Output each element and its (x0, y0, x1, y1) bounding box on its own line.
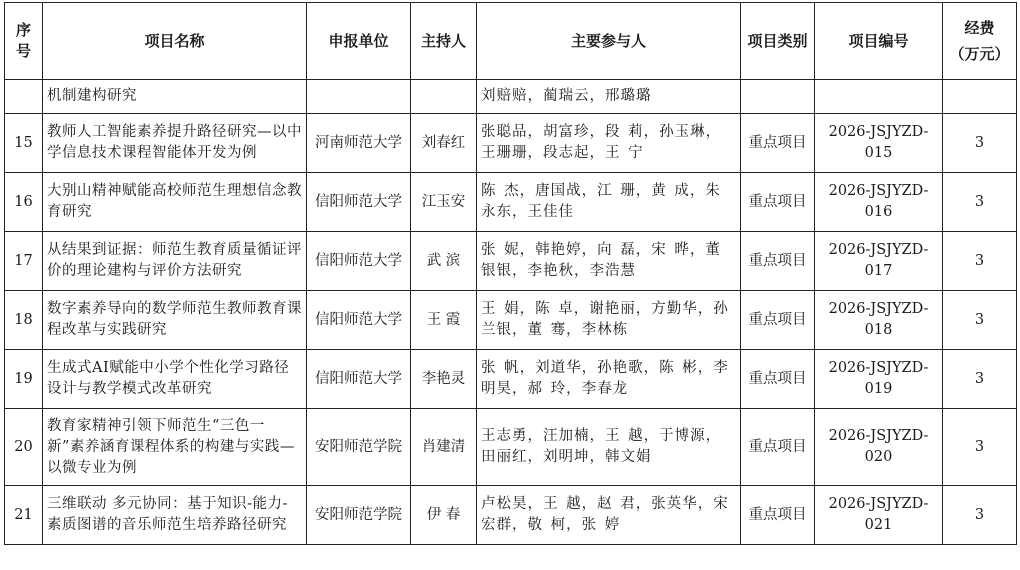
cell-host (411, 80, 477, 114)
header-host: 主持人 (411, 3, 477, 80)
cell-no: 20 (5, 409, 43, 486)
table-row (5, 291, 1017, 350)
cell-code: 2026-JSJYZD-016 (815, 173, 943, 232)
table-row-continued (5, 80, 1017, 114)
header-no: 序号 (5, 3, 43, 80)
cell-unit: 信阳师范大学 (307, 291, 411, 350)
cell-category: 重点项目 (741, 173, 815, 232)
cell-no: 15 (5, 114, 43, 173)
cell-no: 18 (5, 291, 43, 350)
cell-members: 王 娟，陈 卓，谢艳丽，方勤华，孙兰银，董 骞，李林栋 (477, 291, 741, 350)
cell-fee: 3 (943, 291, 1017, 350)
cell-name: 数字素养导向的数学师范生教师教育课程改革与实践研究 (43, 291, 307, 350)
cell-no (5, 80, 43, 114)
cell-members: 张 妮，韩艳婷，向 磊，宋 晔，董银银，李艳秋，李浩慧 (477, 232, 741, 291)
cell-unit (307, 80, 411, 114)
cell-code: 2026-JSJYZD-017 (815, 232, 943, 291)
cell-host: 伊 春 (411, 486, 477, 545)
cell-no: 21 (5, 486, 43, 545)
cell-members: 陈 杰，唐国战，江 珊，黄 成，朱永东，王佳佳 (477, 173, 741, 232)
cell-name: 机制建构研究 (43, 80, 307, 114)
cell-name: 教师人工智能素养提升路径研究—以中学信息技术课程智能体开发为例 (43, 114, 307, 173)
cell-name: 教育家精神引领下师范生“三色一新”素养涵育课程体系的构建与实践—以微专业为例 (43, 409, 307, 486)
table-row (5, 409, 1017, 486)
cell-unit: 信阳师范大学 (307, 350, 411, 409)
cell-unit: 信阳师范大学 (307, 232, 411, 291)
cell-fee: 3 (943, 409, 1017, 486)
cell-category: 重点项目 (741, 486, 815, 545)
table-row (5, 114, 1017, 173)
cell-category: 重点项目 (741, 350, 815, 409)
cell-name: 大别山精神赋能高校师范生理想信念教育研究 (43, 173, 307, 232)
cell-code: 2026-JSJYZD-018 (815, 291, 943, 350)
header-name: 项目名称 (43, 3, 307, 80)
header-category: 项目类别 (741, 3, 815, 80)
cell-fee: 3 (943, 173, 1017, 232)
cell-unit: 信阳师范大学 (307, 173, 411, 232)
cell-category (741, 80, 815, 114)
cell-name: 从结果到证据：师范生教育质量循证评价的理论建构与评价方法研究 (43, 232, 307, 291)
cell-host: 江玉安 (411, 173, 477, 232)
cell-unit: 安阳师范学院 (307, 409, 411, 486)
header-row (5, 3, 1017, 80)
cell-fee: 3 (943, 114, 1017, 173)
cell-name: 三维联动 多元协同：基于知识-能力-素质图谱的音乐师范生培养路径研究 (43, 486, 307, 545)
cell-host: 肖建清 (411, 409, 477, 486)
cell-fee: 3 (943, 486, 1017, 545)
cell-code: 2026-JSJYZD-015 (815, 114, 943, 173)
cell-fee: 3 (943, 350, 1017, 409)
cell-category: 重点项目 (741, 114, 815, 173)
cell-no: 16 (5, 173, 43, 232)
cell-no: 17 (5, 232, 43, 291)
cell-host: 刘春红 (411, 114, 477, 173)
cell-members: 王志勇，汪加楠，王 越，于博源，田丽红，刘明坤，韩文娟 (477, 409, 741, 486)
cell-no: 19 (5, 350, 43, 409)
cell-code: 2026-JSJYZD-020 (815, 409, 943, 486)
cell-host: 李艳灵 (411, 350, 477, 409)
cell-host: 武 滨 (411, 232, 477, 291)
cell-members: 卢松昊，王 越，赵 君，张英华，宋宏群，敬 柯，张 婷 (477, 486, 741, 545)
cell-unit: 河南师范大学 (307, 114, 411, 173)
cell-category: 重点项目 (741, 409, 815, 486)
cell-category: 重点项目 (741, 291, 815, 350)
header-fee (943, 3, 1017, 80)
table-row (5, 486, 1017, 545)
cell-code: 2026-JSJYZD-019 (815, 350, 943, 409)
project-table (4, 2, 1017, 545)
cell-members: 张聪品，胡富珍，段 莉，孙玉琳，王珊珊，段志起，王 宁 (477, 114, 741, 173)
header-unit: 申报单位 (307, 3, 411, 80)
cell-code (815, 80, 943, 114)
table-row (5, 350, 1017, 409)
header-members: 主要参与人 (477, 3, 741, 80)
header-code: 项目编号 (815, 3, 943, 80)
table-row (5, 173, 1017, 232)
cell-members: 刘赔赔，蔺瑞云，邢璐璐 (477, 80, 741, 114)
cell-category: 重点项目 (741, 232, 815, 291)
cell-host: 王 霞 (411, 291, 477, 350)
table-row (5, 232, 1017, 291)
header-fee-line1: 经费 (964, 19, 995, 37)
cell-members: 张 帆，刘道华，孙艳歌，陈 彬，李明昊，郝 玲，李春龙 (477, 350, 741, 409)
cell-unit: 安阳师范学院 (307, 486, 411, 545)
cell-fee: 3 (943, 232, 1017, 291)
cell-code: 2026-JSJYZD-021 (815, 486, 943, 545)
cell-name: 生成式AI赋能中小学个性化学习路径设计与教学模式改革研究 (43, 350, 307, 409)
header-fee-line2: （万元） (949, 45, 1010, 63)
cell-fee (943, 80, 1017, 114)
